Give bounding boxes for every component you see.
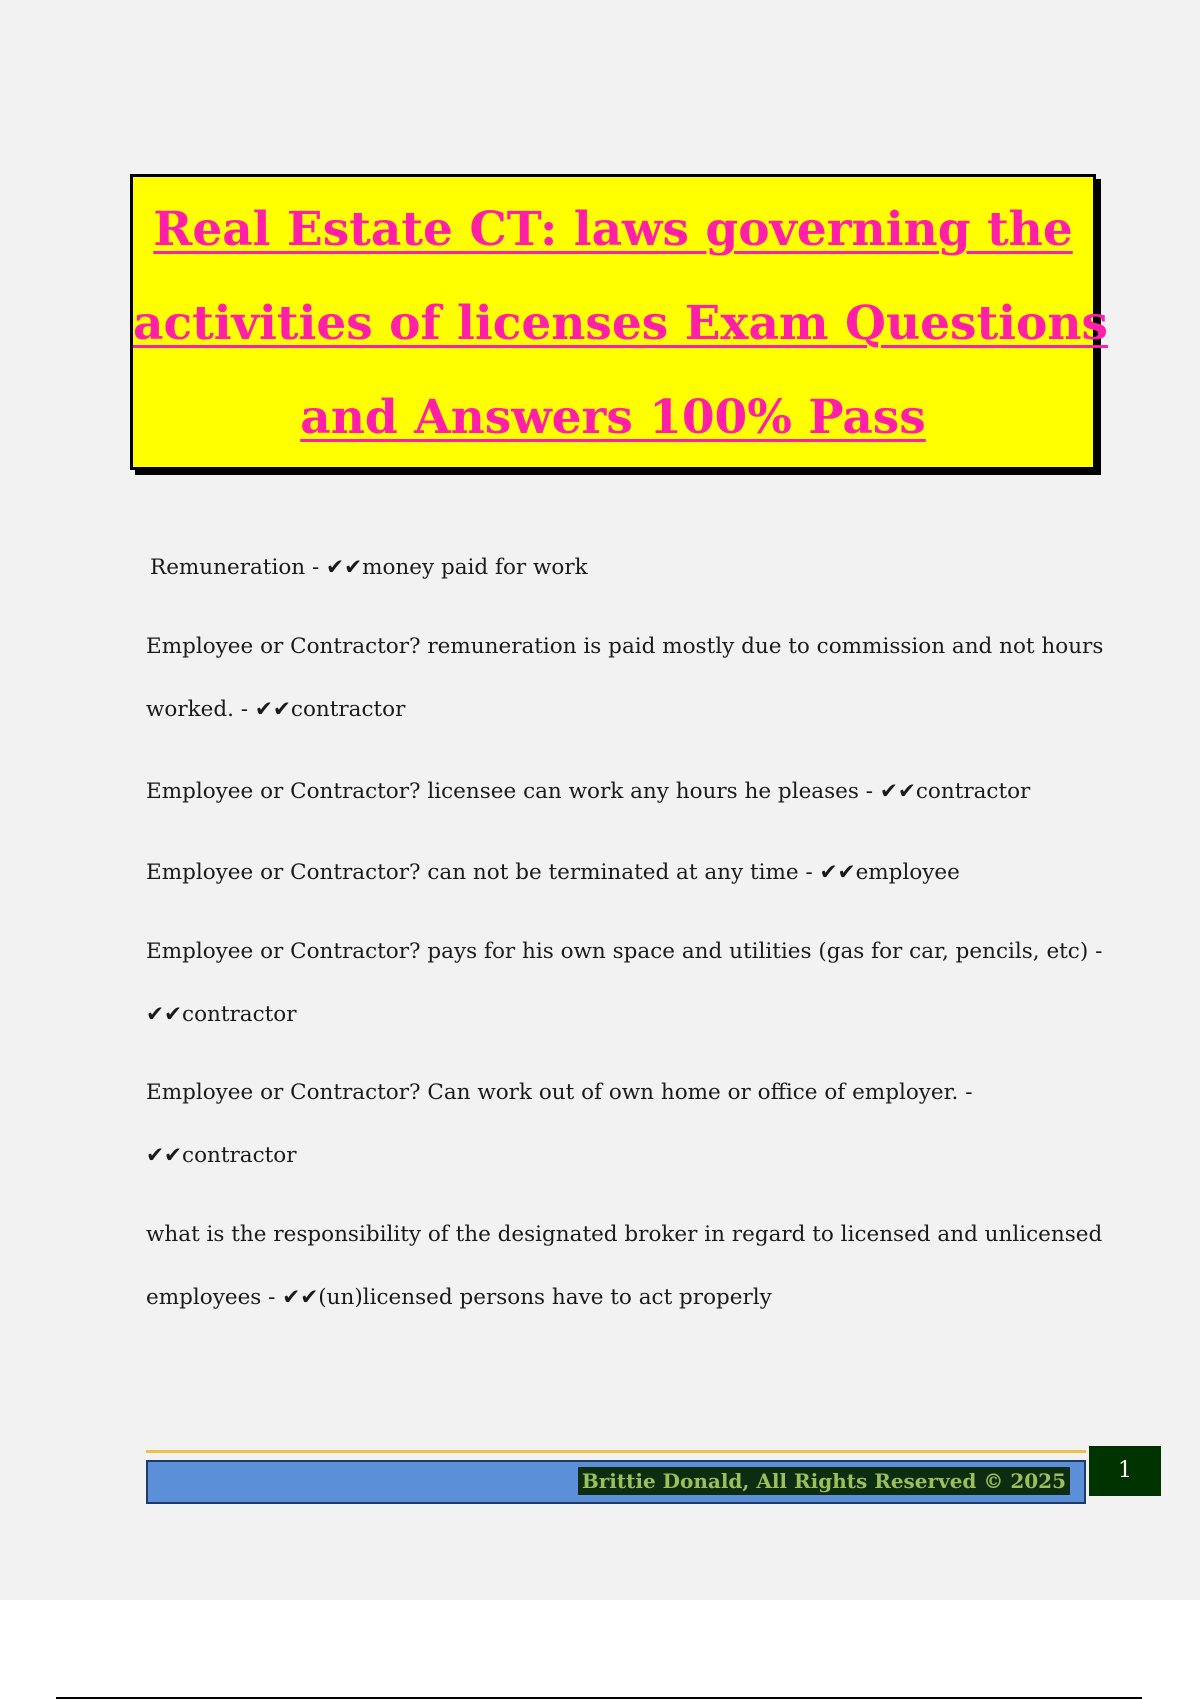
title-line-1: Real Estate CT: laws governing the <box>153 202 1073 257</box>
qa-line: Employee or Contractor? licensee can work any hours he pleases - ✔✔contractor <box>146 779 1031 804</box>
qa-line: Employee or Contractor? remuneration is paid mostly due to commission and not hours <box>146 634 1104 659</box>
footer-copyright: Brittie Donald, All Rights Reserved © 2025 <box>578 1467 1070 1495</box>
qa-line: Remuneration - ✔✔money paid for work <box>150 555 588 580</box>
footer-bar <box>146 1460 1086 1504</box>
qa-line: worked. - ✔✔contractor <box>146 697 406 722</box>
bottom-rule <box>56 1697 1142 1699</box>
qa-line: employees - ✔✔(un)licensed persons have to act properly <box>146 1285 772 1310</box>
title-line-2: activities of licenses Exam Questions <box>133 296 1109 351</box>
qa-line: Employee or Contractor? Can work out of own home or office of employer. - <box>146 1080 973 1105</box>
title-line-3: and Answers 100% Pass <box>300 390 926 445</box>
qa-line: what is the responsibility of the designated broker in regard to licensed and unlicensed <box>146 1222 1103 1247</box>
qa-line: ✔✔contractor <box>146 1002 297 1027</box>
footer-divider <box>146 1450 1086 1453</box>
qa-line: Employee or Contractor? pays for his own space and utilities (gas for car, pencils, etc) - <box>146 939 1103 964</box>
qa-line: Employee or Contractor? can not be terminated at any time - ✔✔employee <box>146 860 960 885</box>
qa-line: ✔✔contractor <box>146 1143 297 1168</box>
title-box <box>130 174 1109 470</box>
page-number: 1 <box>1089 1446 1161 1496</box>
